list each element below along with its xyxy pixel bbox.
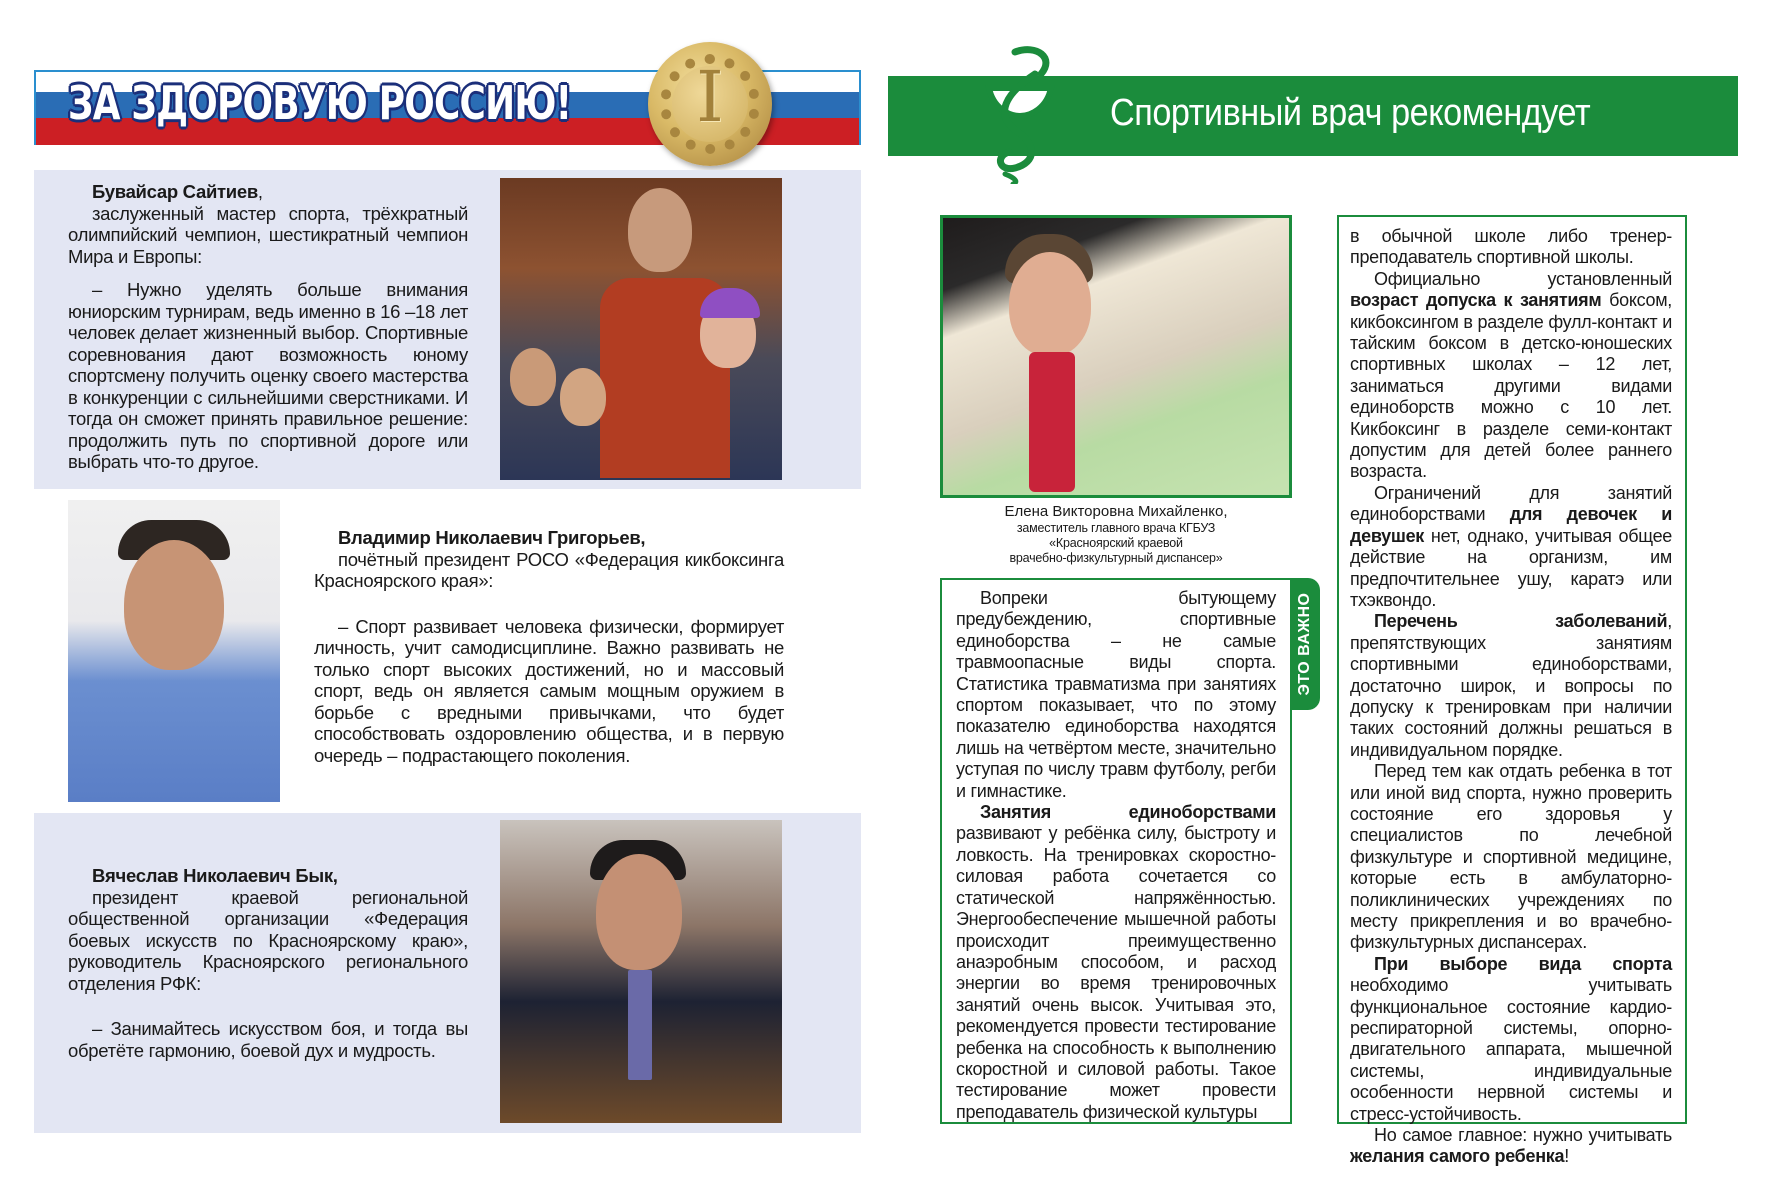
medal-icon: [648, 42, 772, 166]
person-name: Вячеслав Николаевич Бык,: [92, 865, 338, 886]
doctor-name: Елена Викторовна Михайленко,: [1004, 503, 1228, 520]
medal-numeral: I: [696, 56, 724, 138]
banner-title: ЗА ЗДОРОВУЮ РОССИЮ!: [68, 76, 572, 130]
person-name: Владимир Николаевич Григорьев,: [338, 527, 646, 548]
bowl-of-hygieia-icon: [975, 44, 1065, 184]
doctor-organization: «Красноярский краевой: [1049, 536, 1183, 550]
quote-text: – Спорт развивает человека физически, формирует личность, учит самодисциплине. Важно развивать не только спорт высоких достижений, но и массовый спорт, ведь он является самым мощным оружием в борьбе с вредными привычками, что будет способствовать оздоровлению общества, и в первую очередь – подрастающего поколения.: [314, 615, 784, 766]
photo-doctor: [940, 215, 1292, 498]
important-label: ЭТО ВАЖНО: [1296, 592, 1313, 696]
paragraph: При выборе вида спорта необходимо учитывать функциональное состояние кардио-респираторной системы, опорно-двигательного аппарата, мышечной системы, индивидуальные особенности нервной системы и стресс-устойчивость.: [1350, 953, 1672, 1124]
quote-grigoryev: [314, 527, 784, 766]
paragraph: Официально установленный возраст допуска к занятиям боксом, кикбоксингом в разделе фулл-контакт и тайским боксом в детско-юношеских спортивных школах – 12 лет, заниматься другими видами единоборств можно с 10 лет. Кикбоксинг в разделе семи-контакт допустим для детей более раннего возраста.: [1350, 268, 1672, 482]
article-text-middle: [956, 588, 1276, 1123]
quote-byk: [68, 865, 468, 1061]
photo-grigoryev: [68, 500, 280, 802]
article-text-right: [1350, 226, 1672, 1168]
person-title: президент краевой региональной общественной организации «Федерация боевых искусств по Красноярскому краю», руководитель Красноярского регионального отделения РФК:: [68, 886, 468, 994]
paragraph: Ограничений для занятий единоборствами для девочек и девушек нет, однако, учитывая общее действие на организм, им предпочтительнее ушу, каратэ или тхэквондо.: [1350, 482, 1672, 610]
doctor-position: заместитель главного врача КГБУЗ: [1016, 521, 1216, 535]
paragraph: в обычной школе либо тренер-преподаватель спортивной школы.: [1350, 226, 1672, 268]
paragraph: Перед тем как отдать ребенка в тот или иной вид спорта, нужно проверить состояние его здоровья у специалистов по лечебной физкультуре и спортивной медицине, которые есть в амбулаторно-поликлинических учреждениях по месту прикрепления и во врачебно-физкультурных диспансерах.: [1350, 761, 1672, 953]
quote-text: – Занимайтесь искусством боя, и тогда вы обретёте гармонию, боевой дух и мудрость.: [68, 1018, 468, 1061]
doctor-caption: [940, 503, 1292, 566]
person-name: Бувайсар Сайтиев: [92, 181, 258, 202]
quote-saitiev: Бувайсар Сайтиев, заслуженный мастер спорта, трёхкратный олимпийский чемпион, шестикратный чемпион Мира и Европы: – Нужно уделять больше внимания юниорским турнирам, ведь именно в 16 –18 лет человек делает жизненный выбор. Спортивные соревнования дают возможность юному спортсмену получить оценку своего мастерства в конкуренции с сильнейшими сверстниками. И тогда он сможет принять правильное решение: продолжить путь по спортивной дороге или выбрать что-то другое.: [68, 181, 468, 472]
person-title: почётный президент РОСО «Федерация кикбоксинга Красноярского края»:: [314, 548, 784, 591]
paragraph: Вопреки бытующему предубеждению, спортивные единоборства – не самые травмоопасные виды спорта. Статистика травматизма при занятиях спортом показывает, что по этому показателю единоборства находятся лишь на четвёртом месте, значительно уступая по числу травм футболу, регби и гимнастике.: [956, 588, 1276, 801]
doctor-organization-2: врачебно-физкультурный диспансер»: [1009, 551, 1223, 565]
paragraph: Перечень заболеваний, препятствующих занятиям спортивными единоборствами, достаточно широк, и вопросы по допуску к тренировкам при наличии таких состояний должны решаться в индивидуальном порядке.: [1350, 611, 1672, 760]
paragraph: Занятия единоборствами развивают у ребёнка силу, быстроту и ловкость. На тренировках скоростно-силовая работа сочетается со статической напряжённостью. Энергообеспечение мышечной работы происходит преимущественно анаэробным способом, и расход энергии во время тренировочных занятий очень высок. Учитывая это, рекомендуется провести тестирование ребенка на способность к выполнению скоростной и силовой работы. Такое тестирование может провести преподаватель физической культуры: [956, 802, 1276, 1122]
photo-saitiev: [500, 178, 782, 480]
paragraph: Но самое главное: нужно учитывать желания самого ребенка!: [1350, 1125, 1672, 1167]
person-title: заслуженный мастер спорта, трёхкратный олимпийский чемпион, шестикратный чемпион Мира и Европы:: [68, 202, 468, 267]
section-title: Спортивный врач рекомендует: [1110, 92, 1591, 134]
photo-byk: [500, 820, 782, 1123]
quote-text: – Нужно уделять больше внимания юниорским турнирам, ведь именно в 16 –18 лет человек делает жизненный выбор. Спортивные соревнования дают возможность юному спортсмену получить оценку своего мастерства в конкуренции с сильнейшими сверстниками. И тогда он сможет принять правильное решение: продолжить путь по спортивной дороге или выбрать что-то другое.: [68, 279, 468, 472]
important-tab: [1290, 578, 1320, 710]
